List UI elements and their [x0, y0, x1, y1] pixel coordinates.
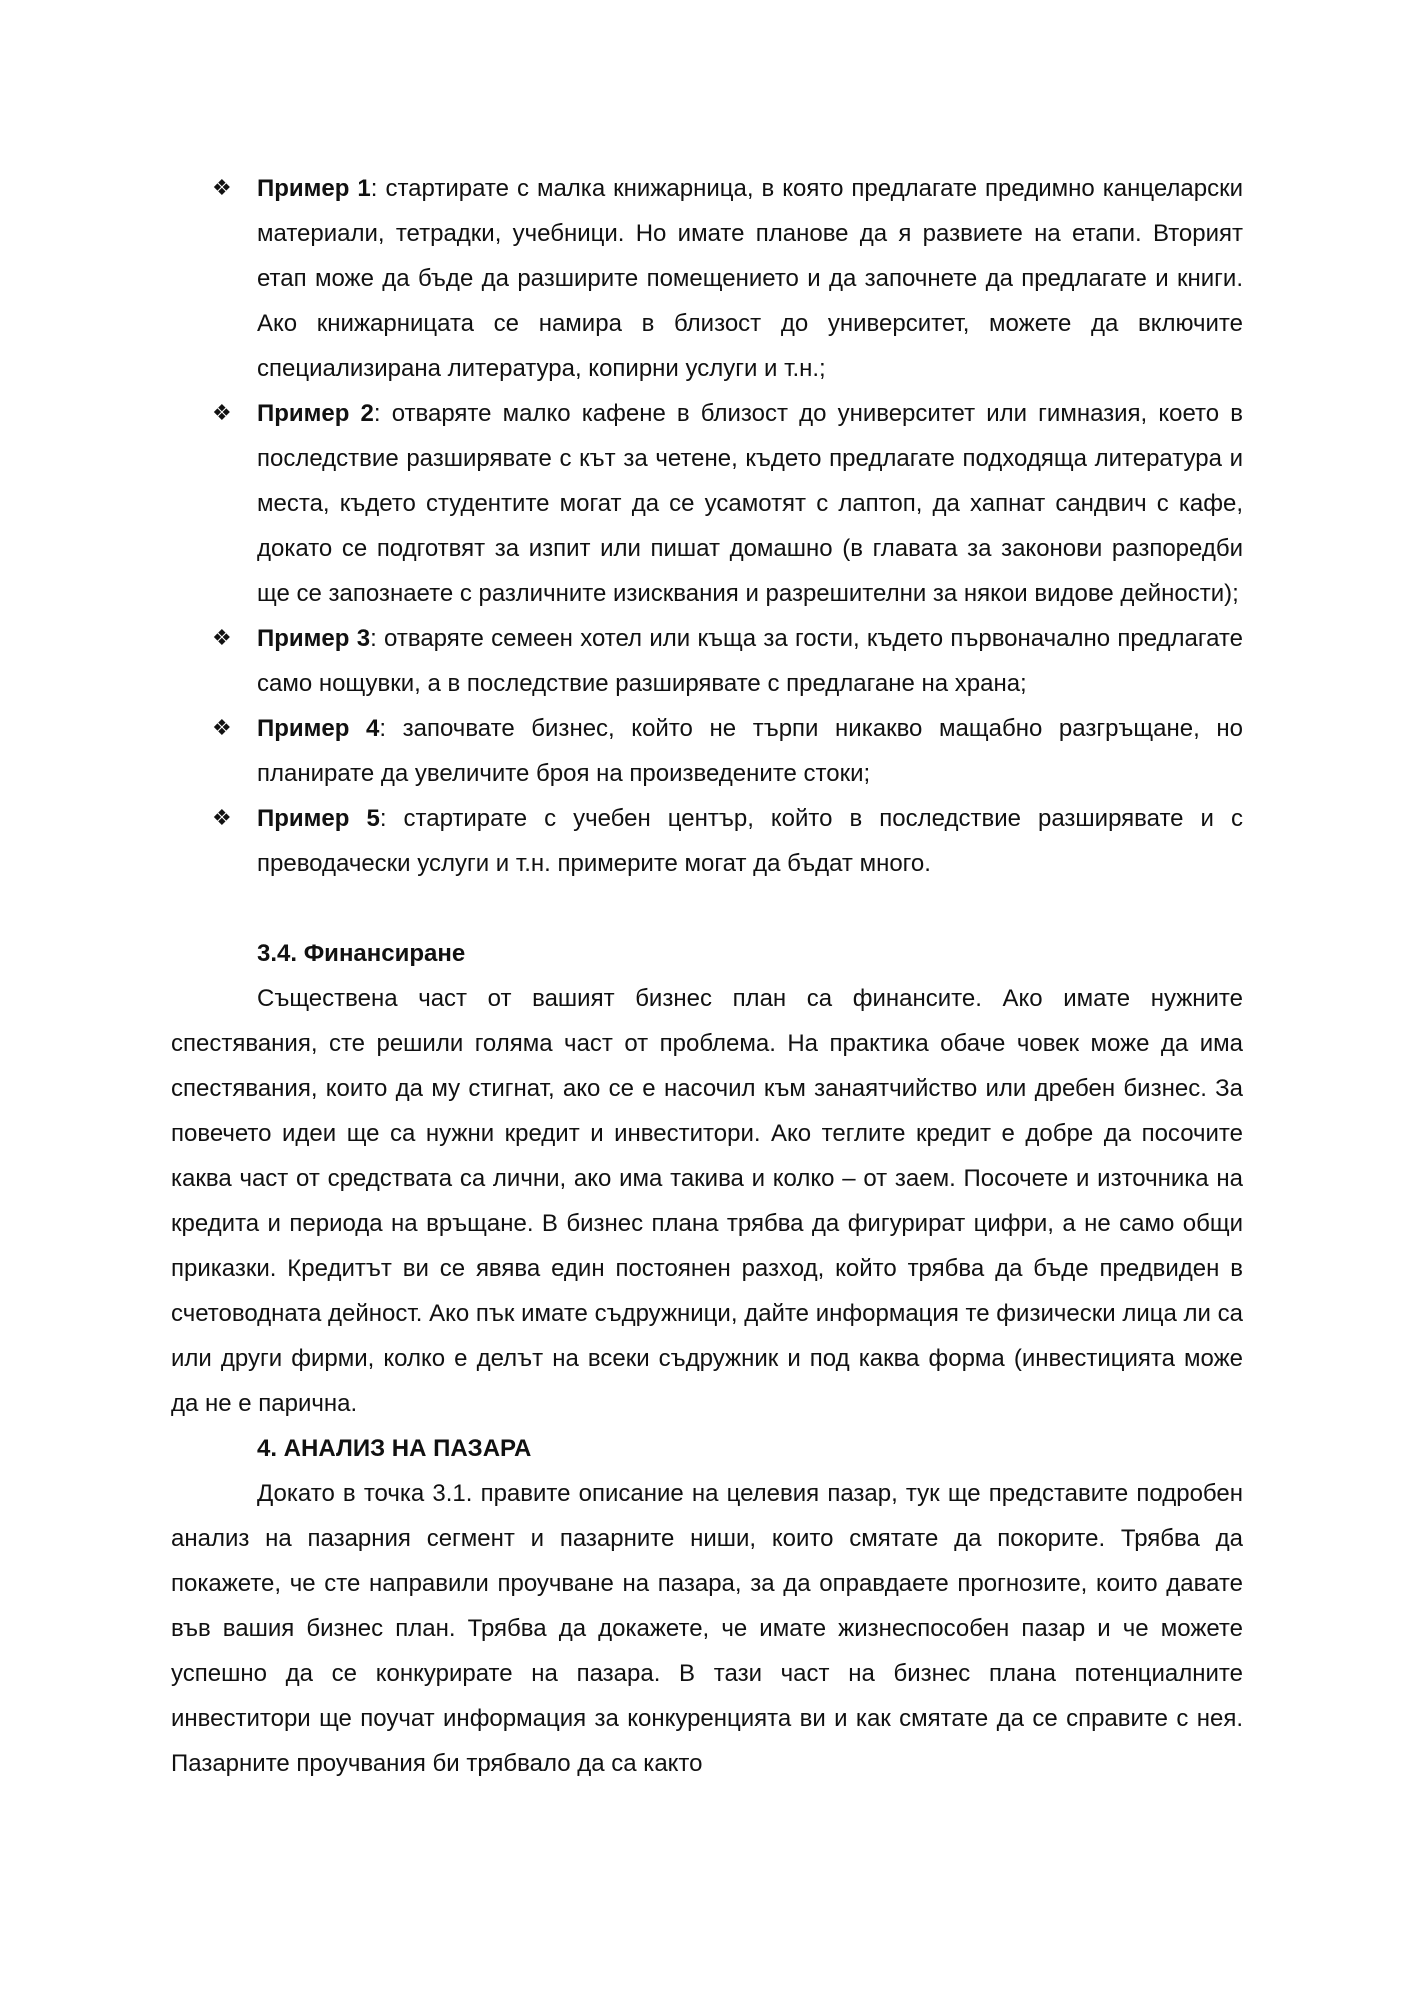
list-item	[171, 616, 1243, 706]
example-text: : стартирате с малка книжарница, в която предлагате предимно канцеларски материали, тетрадки, учебници. Но имате планове да я развиете на етапи. Вторият етап може да бъде да разширите помещението и да започнете да предлагате и книги. Ако книжарницата се намира в близост до университет, можете да включите специализирана литература, копирни услуги и т.н.;	[257, 175, 1243, 382]
diamond-bullet-icon: ❖	[212, 176, 232, 201]
examples-list	[171, 166, 1243, 886]
list-item	[171, 796, 1243, 886]
diamond-bullet-icon: ❖	[212, 716, 232, 741]
example-text: : отваряте семеен хотел или къща за гости, където първоначално предлагате само нощувки, а в последствие разширявате с предлагане на храна;	[257, 625, 1243, 697]
section-heading-financing: 3.4. Финансиране	[257, 940, 466, 967]
example-label: Пример 5	[257, 805, 380, 832]
market-analysis-paragraph: Докато в точка 3.1. правите описание на целевия пазар, тук ще представите подробен анализ на пазарния сегмент и пазарните ниши, които смятате да покорите. Трябва да покажете, че сте направили проучване на пазара, за да оправдаете прогнозите, които давате във вашия бизнес план. Трябва да докажете, че имате жизнеспособен пазар и че можете успешно да се конкурирате на пазара. В тази част на бизнес плана потенциалните инвеститори ще поучат информация за конкуренцията ви и как смятате да се справите с нея. Пазарните проучвания би трябвало да са както	[171, 1480, 1243, 1777]
list-item	[171, 706, 1243, 796]
diamond-bullet-icon: ❖	[212, 401, 232, 426]
financing-paragraph: Съществена част от вашият бизнес план са финансите. Ако имате нужните спестявания, сте решили голяма част от проблема. На практика обаче човек може да има спестявания, които да му стигнат, ако се е насочил към занаятчийство или дребен бизнес. За повечето идеи ще са нужни кредит и инвеститори. Ако теглите кредит е добре да посочите каква част от средствата са лични, ако има такива и колко – от заем. Посочете и източника на кредита и периода на връщане. В бизнес плана трябва да фигурират цифри, а не само общи приказки. Кредитът ви се явява един постоянен разход, който трябва да бъде предвиден в счетоводната дейност. Ако пък имате съдружници, дайте информация те физически лица ли са или други фирми, колко е делът на всеки съдружник и под каква форма (инвестицията може да не е парична.	[171, 985, 1243, 1417]
example-label: Пример 1	[257, 175, 371, 202]
diamond-bullet-icon: ❖	[212, 626, 232, 651]
example-label: Пример 4	[257, 715, 380, 742]
list-item	[171, 391, 1243, 616]
example-text: : започвате бизнес, който не търпи никакво мащабно разгръщане, но планирате да увеличите броя на произведените стоки;	[257, 715, 1243, 787]
diamond-bullet-icon: ❖	[212, 806, 232, 831]
example-label: Пример 3	[257, 625, 371, 652]
document-page	[171, 166, 1243, 1786]
example-label: Пример 2	[257, 400, 374, 427]
section-heading-market-analysis: 4. АНАЛИЗ НА ПАЗАРА	[257, 1435, 532, 1462]
list-item	[171, 166, 1243, 391]
example-text: : стартирате с учебен център, който в последствие разширявате и с преводачески услуги и т.н. примерите могат да бъдат много.	[257, 805, 1243, 877]
example-text: : отваряте малко кафене в близост до университет или гимназия, което в последствие разширявате с кът за четене, където предлагате подходяща литература и места, където студентите могат да се усамотят с лаптоп, да хапнат сандвич с кафе, докато се подготвят за изпит или пишат домашно (в главата за законови разпоредби ще се запознаете с различните изисквания и разрешителни за някои видове дейности);	[257, 400, 1243, 607]
